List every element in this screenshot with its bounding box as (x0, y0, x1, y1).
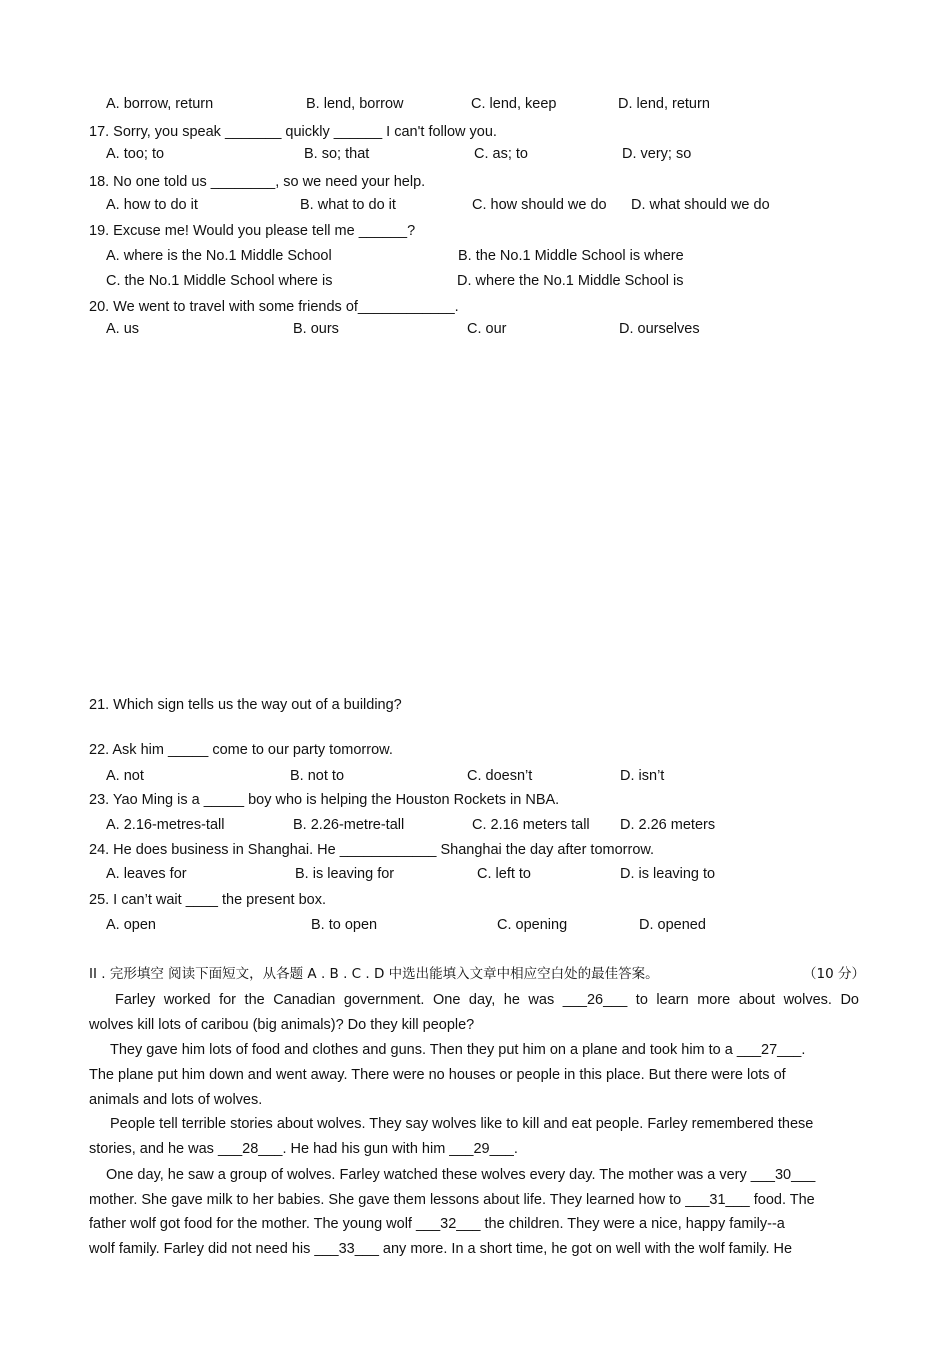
question-stem: 22. Ask him _____ come to our party tomorrow. (89, 742, 393, 758)
option-a: A. where is the No.1 Middle School (106, 248, 332, 264)
option-b: B. the No.1 Middle School is where (458, 248, 684, 264)
passage-line: father wolf got food for the mother. The young wolf ___32___ the children. They were a nice, happy family--a (89, 1216, 785, 1232)
option-c: C. the No.1 Middle School where is (106, 273, 333, 289)
passage-line: stories, and he was ___28___. He had his gun with him ___29___. (89, 1141, 518, 1157)
option-b: B. to open (311, 917, 378, 933)
section-score: （10 分） (803, 966, 865, 982)
question-stem: 18. No one told us ________, so we need your help. (89, 174, 426, 190)
question-stem: 19. Excuse me! Would you please tell me ______? (89, 223, 416, 239)
passage-line: People tell terrible stories about wolves. They say wolves like to kill and eat people. Farley remembered these (110, 1116, 814, 1132)
passage-line: They gave him lots of food and clothes and guns. Then they put him on a plane and took him to a ___27___. (110, 1042, 806, 1058)
option-b: B. lend, borrow (306, 96, 404, 112)
option-a: A. 2.16-metres-tall (106, 817, 225, 833)
question-stem: 24. He does business in Shanghai. He ____________ Shanghai the day after tomorrow. (89, 842, 655, 858)
option-d: D. very; so (622, 146, 692, 162)
option-d: D. where the No.1 Middle School is (457, 273, 684, 289)
passage-line: mother. She gave milk to her babies. She gave them lessons about life. They learned how to ___31___ food. The (89, 1192, 815, 1208)
passage-line: One day, he saw a group of wolves. Farley watched these wolves every day. The mother was a very ___30___ (106, 1167, 816, 1183)
option-d: D. is leaving to (620, 866, 716, 882)
option-d: D. ourselves (619, 321, 700, 337)
option-c: C. doesn’t (467, 768, 533, 784)
option-b: B. what to do it (300, 197, 396, 213)
option-d: D. what should we do (631, 197, 770, 213)
option-d: D. 2.26 meters (620, 817, 716, 833)
question-stem: 25. I can’t wait ____ the present box. (89, 892, 326, 908)
question-stem: 23. Yao Ming is a _____ boy who is helping the Houston Rockets in NBA. (89, 792, 560, 808)
option-c: C. 2.16 meters tall (472, 817, 590, 833)
passage-line: wolf family. Farley did not need his ___33___ any more. In a short time, he got on well with the wolf family. He (89, 1241, 793, 1257)
option-a: A. too; to (106, 146, 165, 162)
section-heading: II . 完形填空 阅读下面短文，从各题 A . B . C . D 中选出能填入文章中相应空白处的最佳答案。 (89, 966, 659, 982)
option-a: A. leaves for (106, 866, 187, 882)
passage-line: The plane put him down and went away. There were no houses or people in this place. But there were lots of (89, 1067, 786, 1083)
question-stem: 20. We went to travel with some friends of____________. (89, 299, 459, 315)
option-b: B. not to (290, 768, 345, 784)
option-b: B. 2.26-metre-tall (293, 817, 405, 833)
option-c: C. our (467, 321, 507, 337)
option-b: B. so; that (304, 146, 370, 162)
passage-line: Farley worked for the Canadian government. One day, he was ___26___ to learn more about wolves. Do (115, 992, 859, 1008)
option-c: C. as; to (474, 146, 528, 162)
option-c: C. lend, keep (471, 96, 557, 112)
passage-line: animals and lots of wolves. (89, 1092, 263, 1108)
option-a: A. us (106, 321, 140, 337)
question-stem: 21. Which sign tells us the way out of a building? (89, 697, 402, 713)
option-b: B. ours (293, 321, 339, 337)
option-d: D. isn’t (620, 768, 665, 784)
option-c: C. how should we do (472, 197, 607, 213)
option-a: A. borrow, return (106, 96, 214, 112)
option-c: C. left to (477, 866, 531, 882)
question-stem: 17. Sorry, you speak _______ quickly ______ I can't follow you. (89, 124, 497, 140)
option-b: B. is leaving for (295, 866, 395, 882)
option-a: A. not (106, 768, 144, 784)
option-c: C. opening (497, 917, 568, 933)
option-a: A. how to do it (106, 197, 198, 213)
passage-line: wolves kill lots of caribou (big animals)? Do they kill people? (89, 1017, 475, 1033)
option-d: D. opened (639, 917, 706, 933)
option-a: A. open (106, 917, 156, 933)
option-d: D. lend, return (618, 96, 710, 112)
